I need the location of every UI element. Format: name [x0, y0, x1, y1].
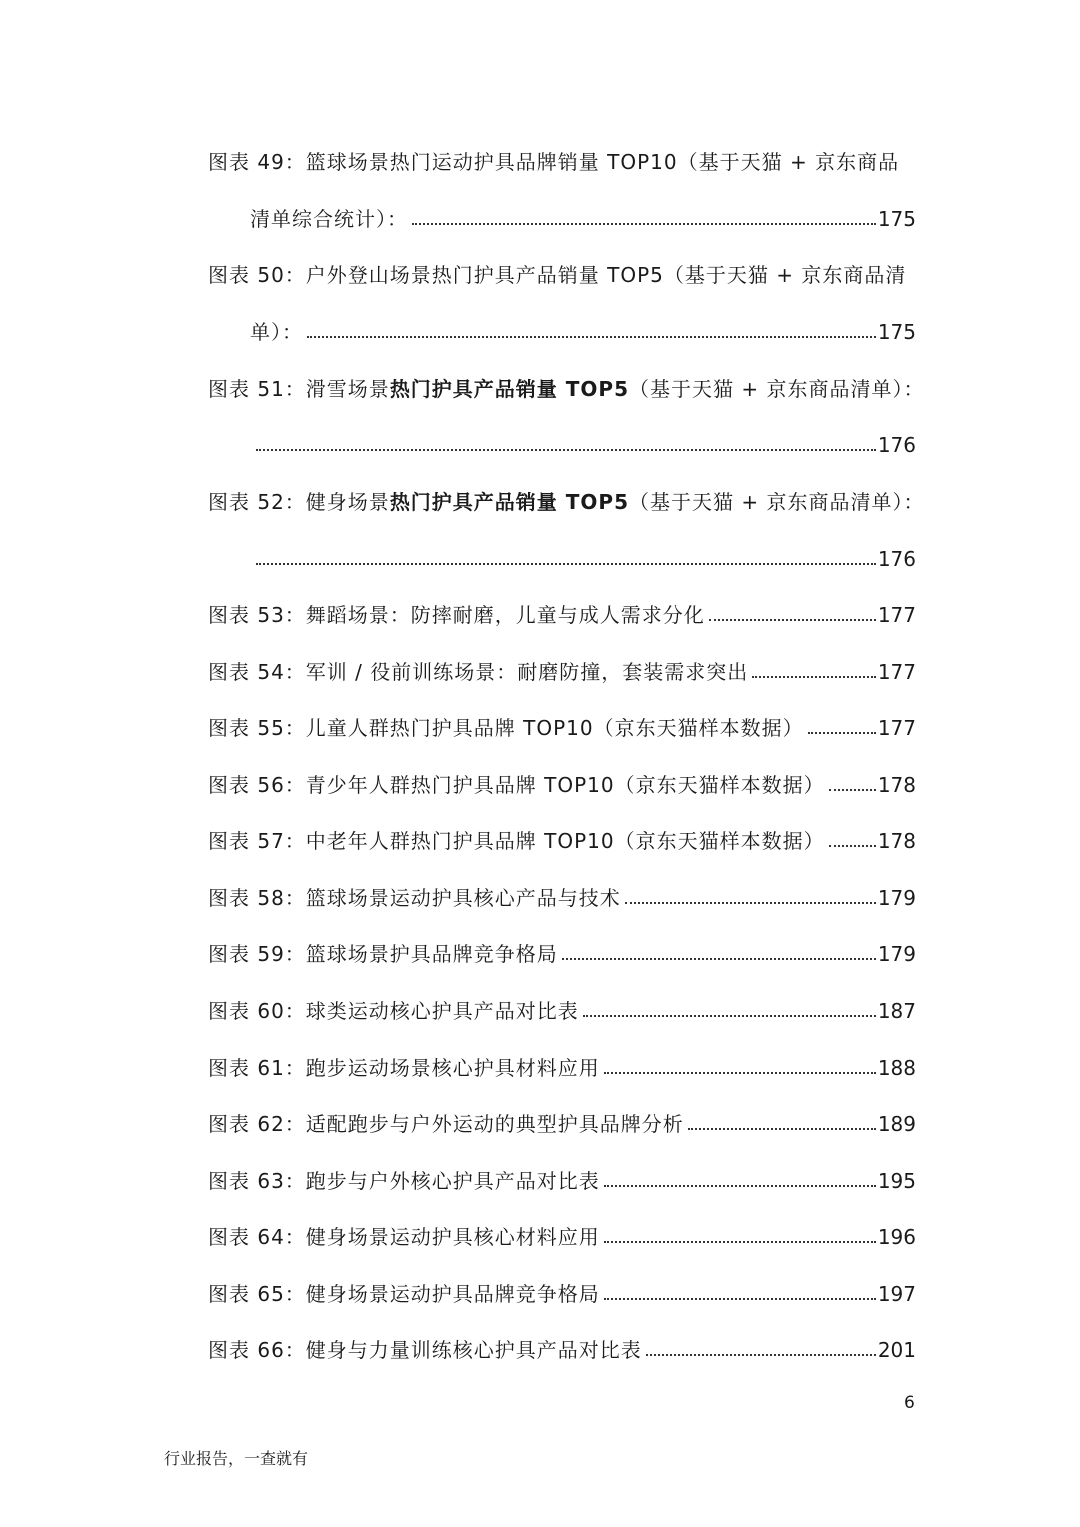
toc-entry-61[interactable]: [208, 1048, 916, 1082]
toc-entry-53[interactable]: [208, 595, 916, 629]
dot-leader: [709, 618, 876, 621]
toc-entry-label: 图表 57：中老年人群热门护具品牌 TOP10（京东天猫样本数据）: [208, 829, 825, 853]
toc-entry-58[interactable]: [208, 878, 916, 912]
toc-entry-label: （基于天猫 + 京东商品清单）：: [629, 490, 925, 514]
footer-slogan: 行业报告，一查就有: [164, 1449, 309, 1468]
toc-entry-50-line1[interactable]: [208, 255, 916, 289]
toc-page-number: 175: [877, 207, 916, 231]
dot-leader: [808, 731, 876, 734]
toc-page-number: 176: [877, 433, 916, 457]
toc-entry-51-line2[interactable]: [256, 425, 916, 459]
toc-entry-label-bold: 热门护具产品销量 TOP5: [389, 490, 629, 514]
toc-entry-label: 图表 50：户外登山场景热门护具产品销量 TOP5（基于天猫 + 京东商品清: [208, 263, 907, 287]
dot-leader: [829, 788, 876, 791]
toc-page-number: 196: [877, 1225, 916, 1249]
dot-leader: [604, 1071, 876, 1074]
toc-entry-label: 单）：: [250, 320, 303, 344]
dot-leader: [829, 844, 876, 847]
toc-entry-49-line1[interactable]: [208, 142, 916, 176]
toc-entry-56[interactable]: [208, 765, 916, 799]
toc-entry-label: 图表 60：球类运动核心护具产品对比表: [208, 999, 579, 1023]
toc-page-number: 197: [877, 1282, 916, 1306]
toc-entry-52-line2[interactable]: [256, 539, 916, 573]
toc-entry-64[interactable]: [208, 1217, 916, 1251]
toc-entry-57[interactable]: [208, 821, 916, 855]
toc-page-number: 201: [877, 1338, 916, 1362]
dot-leader: [752, 675, 876, 678]
toc-entry-51-line1[interactable]: [208, 369, 925, 403]
toc-entry-label: 图表 59：篮球场景护具品牌竞争格局: [208, 942, 558, 966]
dot-leader: [604, 1240, 876, 1243]
toc-entry-50-line2[interactable]: [250, 312, 916, 346]
dot-leader: [604, 1184, 876, 1187]
toc-entry-label: 图表 61：跑步运动场景核心护具材料应用: [208, 1056, 600, 1080]
toc-entry-60[interactable]: [208, 991, 916, 1025]
toc-entry-49-line2[interactable]: [250, 199, 916, 233]
toc-page-number: 187: [877, 999, 916, 1023]
toc-entry-label: 清单综合统计）：: [250, 207, 408, 231]
toc-page-number: 178: [877, 773, 916, 797]
toc-page-number: 179: [877, 942, 916, 966]
toc-entry-62[interactable]: [208, 1104, 916, 1138]
toc-page-number: 189: [877, 1112, 916, 1136]
toc-entry-55[interactable]: [208, 708, 916, 742]
toc-entry-label: 图表 56：青少年人群热门护具品牌 TOP10（京东天猫样本数据）: [208, 773, 825, 797]
toc-entry-label: 图表 63：跑步与户外核心护具产品对比表: [208, 1169, 600, 1193]
toc-entry-label: （基于天猫 + 京东商品清单）：: [629, 377, 925, 401]
toc-page-number: 178: [877, 829, 916, 853]
toc-entry-label: 图表 62：适配跑步与户外运动的典型护具品牌分析: [208, 1112, 684, 1136]
toc-page-number: 177: [877, 603, 916, 627]
toc-entry-label: 图表 49：篮球场景热门运动护具品牌销量 TOP10（基于天猫 + 京东商品: [208, 150, 900, 174]
page-number: 6: [904, 1393, 915, 1413]
dot-leader: [412, 222, 876, 225]
toc-entry-label: 图表 64：健身场景运动护具核心材料应用: [208, 1225, 600, 1249]
toc-page-number: 175: [877, 320, 916, 344]
toc-entry-59[interactable]: [208, 934, 916, 968]
toc-page-number: 179: [877, 886, 916, 910]
toc-entry-label: 图表 53：舞蹈场景：防摔耐磨，儿童与成人需求分化: [208, 603, 705, 627]
dot-leader: [307, 335, 876, 338]
toc-entry-54[interactable]: [208, 652, 916, 686]
toc-entry-label: 图表 65：健身场景运动护具品牌竞争格局: [208, 1282, 600, 1306]
dot-leader: [688, 1127, 876, 1130]
toc-entry-label: 图表 51：滑雪场景: [208, 377, 390, 401]
dot-leader: [604, 1297, 876, 1300]
dot-leader: [256, 562, 876, 565]
toc-entry-label: 图表 58：篮球场景运动护具核心产品与技术: [208, 886, 621, 910]
dot-leader: [583, 1014, 876, 1017]
toc-entry-65[interactable]: [208, 1274, 916, 1308]
toc-page-number: 176: [877, 547, 916, 571]
toc-page-number: 177: [877, 660, 916, 684]
toc-entry-63[interactable]: [208, 1161, 916, 1195]
dot-leader: [646, 1353, 876, 1356]
toc-entry-label-bold: 热门护具产品销量 TOP5: [389, 377, 629, 401]
toc-page-number: 177: [877, 716, 916, 740]
toc-page-number: 195: [877, 1169, 916, 1193]
toc-entry-label: 图表 52：健身场景: [208, 490, 390, 514]
dot-leader: [256, 448, 876, 451]
toc-entry-52-line1[interactable]: [208, 482, 925, 516]
toc-entry-label: 图表 54：军训 / 役前训练场景：耐磨防撞，套装需求突出: [208, 660, 749, 684]
dot-leader: [625, 901, 876, 904]
toc-entry-66[interactable]: [208, 1330, 916, 1364]
toc-entry-label: 图表 66：健身与力量训练核心护具产品对比表: [208, 1338, 642, 1362]
toc-entry-label: 图表 55：儿童人群热门护具品牌 TOP10（京东天猫样本数据）: [208, 716, 804, 740]
toc-page-number: 188: [877, 1056, 916, 1080]
dot-leader: [562, 957, 876, 960]
